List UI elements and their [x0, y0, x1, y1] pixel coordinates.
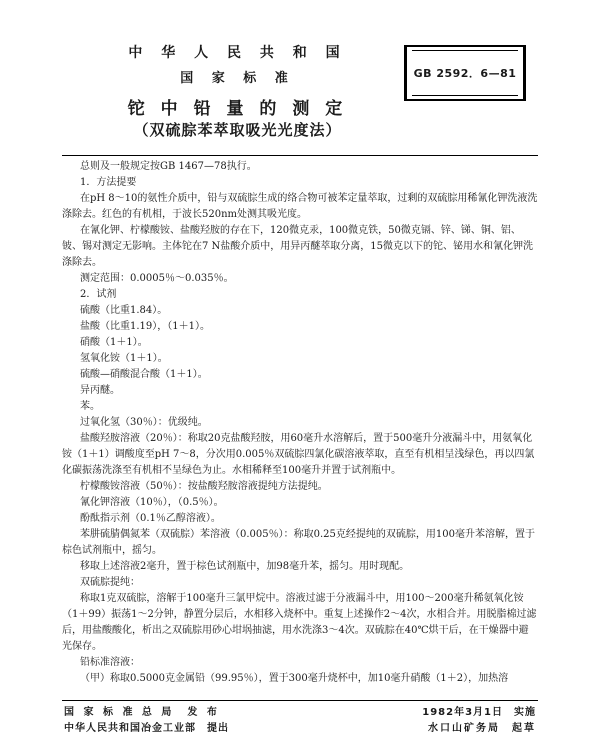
body-paragraph: 双硫腙提纯： — [80, 577, 140, 588]
bottom-divider — [62, 700, 538, 701]
body-paragraph: （甲）称取0.5000克金属铅（99.95％），置于300毫升烧杯中，加10毫升硝酸（1＋2），加热溶 — [80, 673, 509, 684]
body-paragraph: 苯肼硫腈偶氮苯（双硫腙）苯溶液（0.005％）：称取0.25克经提纯的双硫腙，用100毫升苯溶解，置于棕色试剂瓶中，摇匀。 — [62, 529, 535, 556]
body-paragraph: 酚酞指示剂（0.1％乙醇溶液）。 — [80, 513, 221, 524]
body-paragraph: 硝酸（1＋1）。 — [80, 337, 148, 348]
effective-date-line: 1982年3月1日 实施 — [422, 707, 536, 718]
body-paragraph: 1．方法提要 — [80, 177, 137, 188]
body-paragraph: 测定范围：0.0005％～0.035％。 — [80, 273, 234, 284]
drafter-line: 水口山矿务局 起草 — [428, 723, 536, 734]
standard-type: 国 家 标 准 — [180, 71, 295, 86]
publisher-line: 国 家 标 准 总 局 发 布 — [64, 707, 220, 718]
body-paragraph: 在氰化钾、柠檬酸铵、盐酸羟胺的存在下，120微克汞，100微克铁，50微克镉、锌、锑、铜、铝、铍、锡对测定无影响。主体铊在7 N盐酸介质中，用异丙醚萃取分离，15微克以下的铊、铋用水和氰化钾洗涤除去。 — [62, 225, 534, 268]
body-paragraph: 2．试剂 — [80, 289, 117, 300]
body-paragraph: 硫酸—硝酸混合酸（1＋1）。 — [80, 369, 208, 380]
body-paragraph: 总则及一般规定按GB 1467—78执行。 — [80, 161, 257, 172]
body-paragraph: 苯。 — [80, 401, 100, 412]
body-paragraph: 盐酸（比重1.19），（1＋1）。 — [80, 321, 210, 332]
document-body — [62, 159, 538, 687]
proposer-line: 中华人民共和国冶金工业部 提出 — [64, 723, 229, 734]
body-paragraph: 在pH 8～10的氨性介质中，铅与双硫腙生成的络合物可被苯定量萃取，过剩的双硫腙用稀氰化钾洗液洗涤除去。红色的有机相，于波长520nm处测其吸光度。 — [62, 193, 538, 220]
standard-number: GB 2592．6—81 — [413, 67, 517, 80]
body-paragraph: 异丙醚。 — [80, 385, 120, 396]
body-paragraph: 硫酸（比重1.84）。 — [80, 305, 168, 316]
body-paragraph: 称取1克双硫腙，溶解于100毫升三氯甲烷中。溶液过滤于分液漏斗中，用100～200毫升稀氨氧化铵（1＋99）振荡1～2分钟，静置分层后，水相移入烧杯中。重复上述操作2～4次，水相合并。用脱脂棉过滤后，用盐酸酸化，析出之双硫腙用砂心坩埚抽滤，用水洗涤3～4次。双硫腙在40℃烘干后，在干燥器中避光保存。 — [62, 593, 537, 652]
document-title: 铊 中 铅 量 的 测 定 — [127, 99, 348, 119]
body-paragraph: 盐酸羟胺溶液（20％）：称取20克盐酸羟胺，用60毫升水溶解后，置于500毫升分液漏斗中，用氨氧化铵（1＋1）调酸度至pH 7～8，分次用0.005％双硫腙四氯化碳溶液萃取，直至有机相呈浅绿色，再以四氯化碳振荡洗涤至有机相不呈绿色为止。水相稀释至100毫升并置于试剂瓶中。 — [62, 433, 535, 476]
body-paragraph: 铅标准溶液： — [80, 657, 140, 668]
body-paragraph: 移取上述溶液2毫升，置于棕色试剂瓶中，加98毫升苯，摇匀。用时现配。 — [80, 561, 410, 572]
standard-number-frame — [412, 50, 518, 96]
issuing-country: 中 华 人 民 共 和 国 — [128, 45, 347, 61]
body-paragraph: 氰化钾溶液（10％），（0.5％）。 — [80, 497, 224, 508]
standard-number-box — [404, 45, 526, 101]
body-paragraph: 过氧化氢（30％）：优级纯。 — [80, 417, 208, 428]
document-subtitle: （双硫腙苯萃取吸光光度法） — [133, 121, 342, 139]
body-paragraph: 柠檬酸铵溶液（50％）：按盐酸羟胺溶液提纯方法提纯。 — [80, 481, 328, 492]
body-paragraph: 氢氧化铵（1＋1）。 — [80, 353, 168, 364]
top-divider — [62, 155, 538, 156]
